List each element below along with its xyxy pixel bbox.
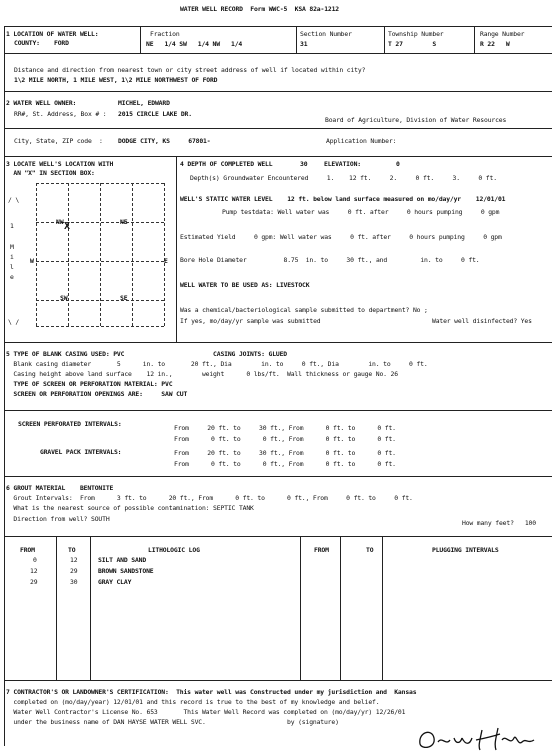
screen-intervals-label: SCREEN PERFORATED INTERVALS: bbox=[18, 420, 122, 428]
quad-nw: NW bbox=[56, 218, 64, 226]
form-title: WATER WELL RECORD Form WWC-5 KSA 82a-1212 bbox=[180, 5, 339, 13]
log-rule-4 bbox=[340, 537, 341, 680]
distance-label: Distance and direction from nearest town or city street address of well if located within city? bbox=[14, 66, 366, 74]
rule-s1-b bbox=[296, 27, 297, 53]
log-header-from: FROM bbox=[20, 546, 35, 554]
fraction-label: Fraction bbox=[150, 30, 180, 38]
rule-top bbox=[4, 26, 552, 27]
section1-label: 1 LOCATION OF WATER WELL: bbox=[6, 30, 99, 38]
city-label: City, State, ZIP code : bbox=[14, 137, 103, 145]
owner-value: MICHEL, EDWARD bbox=[118, 99, 170, 107]
address-label: RR#, St. Address, Box # : bbox=[14, 110, 107, 118]
rule-s5-mid bbox=[4, 410, 552, 411]
log-row-desc: SILT AND SAND bbox=[98, 556, 147, 564]
bore-line: Bore Hole Diameter 8.75 in. to 30 ft., and in. to 0 ft. bbox=[180, 256, 480, 264]
locate-label-1: 3 LOCATE WELL'S LOCATION WITH bbox=[6, 160, 114, 168]
mile-letter-1: 1 bbox=[10, 222, 14, 230]
certification-line-3: Water Well Contractor's License No. 653 This Water Well Record was completed on (mo/day/yr) 12/26/01 bbox=[6, 708, 406, 716]
gravel-intervals-label: GRAVEL PACK INTERVALS: bbox=[40, 448, 122, 456]
static-line: WELL'S STATIC WATER LEVEL 12 ft. below land surface measured on mo/day/yr 12/01/01 bbox=[180, 195, 506, 203]
yield-line: Estimated Yield 0 gpm: Well water was 0 ft. after 0 hours pumping 0 gpm bbox=[180, 233, 502, 241]
log-row-from: 0 bbox=[33, 556, 37, 564]
certification-line-4: under the business name of DAN HAYSE WATER WELL SVC. by (signature) bbox=[6, 718, 339, 726]
depth-label: 4 DEPTH OF COMPLETED WELL bbox=[180, 160, 273, 168]
log-header-plug: PLUGGING INTERVALS bbox=[432, 546, 499, 554]
quad-ne: NE bbox=[120, 218, 128, 226]
log-header-litho: LITHOLOGIC LOG bbox=[148, 546, 200, 554]
rule-s4-end bbox=[4, 342, 552, 343]
log-row-to: 30 bbox=[70, 578, 78, 586]
log-rule-5 bbox=[382, 537, 383, 680]
range-value: R 22 W bbox=[480, 40, 510, 48]
rule-s2-end bbox=[4, 156, 552, 157]
log-header-to: TO bbox=[68, 546, 76, 554]
use-line: WELL WATER TO BE USED AS: LIVESTOCK bbox=[180, 281, 310, 289]
owner-label: 2 WATER WELL OWNER: bbox=[6, 99, 77, 107]
openings-line: SCREEN OR PERFORATION OPENINGS ARE: SAW CUT bbox=[6, 390, 188, 398]
mile-letter-3: i bbox=[10, 253, 14, 261]
county-value: FORD bbox=[54, 39, 69, 47]
log-row-from: 12 bbox=[30, 567, 38, 575]
quad-sw: SW bbox=[60, 294, 68, 302]
rule-s6-end bbox=[4, 536, 552, 537]
township-value: T 27 S bbox=[388, 40, 437, 48]
screen-row-2: From 0 ft. to 0 ft., From 0 ft. to 0 ft. bbox=[174, 435, 396, 443]
log-rule-1 bbox=[56, 537, 57, 680]
screen-type-line: TYPE OF SCREEN OR PERFORATION MATERIAL: PVC bbox=[6, 380, 173, 388]
township-label: Township Number bbox=[388, 30, 444, 38]
log-rule-3 bbox=[300, 537, 301, 680]
section-number-label: Section Number bbox=[300, 30, 352, 38]
well-x-mark: X bbox=[64, 221, 70, 232]
board-text: Board of Agriculture, Division of Water Resources bbox=[325, 116, 507, 124]
casing-line: 5 TYPE OF BLANK CASING USED: PVC CASING JOINTS: GLUED bbox=[6, 350, 288, 358]
locate-label-2: AN "X" IN SECTION BOX: bbox=[6, 169, 95, 177]
rule-s1-a bbox=[140, 27, 141, 53]
county-label: COUNTY: bbox=[14, 39, 40, 47]
sample-line: If yes, mo/day/yr sample was submitted bbox=[180, 317, 321, 325]
rule-left bbox=[4, 26, 5, 746]
rule-s1-end bbox=[4, 91, 552, 92]
distance-value: 1\2 MILE NORTH, 1 MILE WEST, 1\2 MILE NORTHWEST OF FORD bbox=[14, 76, 218, 84]
grout-intervals-line: Grout Intervals: From 3 ft. to 20 ft., From 0 ft. to 0 ft., From 0 ft. to 0 ft. bbox=[6, 494, 413, 502]
chem-line: Was a chemical/bacteriological sample submitted to department? No ; bbox=[180, 306, 428, 314]
log-row-from: 29 bbox=[30, 578, 38, 586]
screen-row-1: From 20 ft. to 30 ft., From 0 ft. to 0 ft. bbox=[174, 424, 396, 432]
how-many-feet: How many feet? 100 bbox=[462, 519, 536, 527]
gravel-row-2: From 0 ft. to 0 ft., From 0 ft. to 0 ft. bbox=[174, 460, 396, 468]
log-rule-2 bbox=[90, 537, 91, 680]
compass-w: W bbox=[30, 257, 34, 265]
direction-line: Direction from well? SOUTH bbox=[6, 515, 110, 523]
rule-s2-mid bbox=[4, 128, 552, 129]
range-label: Range Number bbox=[480, 30, 525, 38]
city-value: DODGE CITY, KS 67801- bbox=[118, 137, 211, 145]
groundwater-line: Depth(s) Groundwater Encountered 1. 12 ft. 2. 0 ft. 3. 0 ft. bbox=[190, 174, 497, 182]
quad-se: SE bbox=[120, 294, 128, 302]
mile-letter-4: l bbox=[10, 263, 14, 271]
depth-value: 30 bbox=[300, 160, 308, 168]
mile-bottom-mark: \ / bbox=[8, 318, 20, 326]
diameter-line: Blank casing diameter 5 in. to 20 ft., Dia in. to 0 ft., Dia in. to 0 ft. bbox=[6, 360, 428, 368]
contractor-signature bbox=[414, 722, 540, 752]
application-label: Application Number: bbox=[326, 137, 397, 145]
rule-s3-divider bbox=[176, 157, 177, 342]
mile-letter-5: e bbox=[10, 273, 14, 281]
log-row-to: 29 bbox=[70, 567, 78, 575]
log-row-to: 12 bbox=[70, 556, 78, 564]
elevation-label: ELEVATION: bbox=[324, 160, 361, 168]
pump-line: Pump testdata: Well water was 0 ft. after 0 hours pumping 0 gpm bbox=[222, 208, 500, 216]
height-line: Casing height above land surface 12 in., weight 0 lbs/ft. Wall thickness or gauge No. 26 bbox=[6, 370, 398, 378]
log-header-to2: TO bbox=[366, 546, 374, 554]
log-row-desc: BROWN SANDSTONE bbox=[98, 567, 154, 575]
rule-log-end bbox=[4, 680, 552, 681]
certification-line-2: completed on (mo/day/year) 12/01/01 and this record is true to the best of my knowledge and belief. bbox=[6, 698, 380, 706]
rule-s1-d bbox=[474, 27, 475, 53]
rule-s5-end bbox=[4, 476, 552, 477]
rule-s1-bottom bbox=[4, 53, 552, 54]
rule-s1-c bbox=[384, 27, 385, 53]
log-header-from2: FROM bbox=[314, 546, 329, 554]
mile-top-mark: / \ bbox=[8, 196, 20, 204]
section-number-value: 31 bbox=[300, 40, 308, 48]
disinfected-line: Water well disinfected? Yes bbox=[432, 317, 532, 325]
compass-e: E bbox=[164, 257, 168, 265]
contamination-line: What is the nearest source of possible contamination: SEPTIC TANK bbox=[6, 504, 254, 512]
address-value: 2015 CIRCLE LAKE DR. bbox=[118, 110, 192, 118]
fraction-value: NE 1/4 SW 1/4 NW 1/4 bbox=[146, 40, 243, 48]
log-row-desc: GRAY CLAY bbox=[98, 578, 132, 586]
certification-line-1: 7 CONTRACTOR'S OR LANDOWNER'S CERTIFICATION: This water well was Constructed under my jurisdiction and Kansas bbox=[6, 688, 417, 696]
mile-letter-2: M bbox=[10, 243, 14, 251]
grout-line: 6 GROUT MATERIAL BENTONITE bbox=[6, 484, 114, 492]
gravel-row-1: From 20 ft. to 30 ft., From 0 ft. to 0 ft. bbox=[174, 449, 396, 457]
elevation-value: 0 bbox=[396, 160, 400, 168]
